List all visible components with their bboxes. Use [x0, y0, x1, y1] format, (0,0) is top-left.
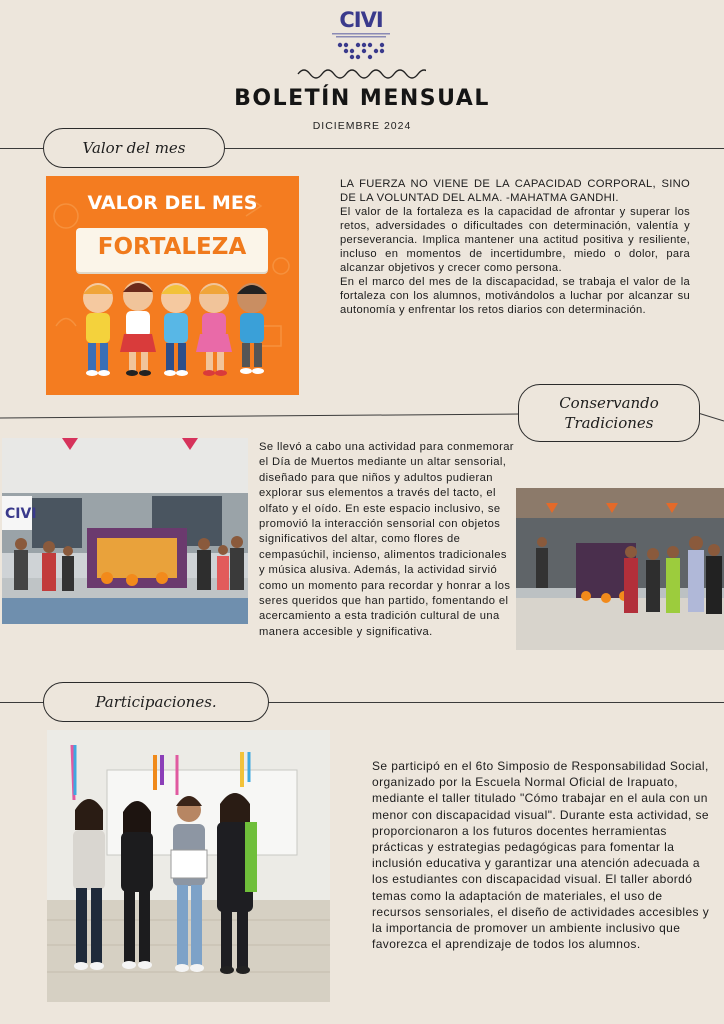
- altar-photo-1: [2, 438, 248, 624]
- altar-scene-2: [516, 488, 724, 650]
- valor-image-title: VALOR DEL MES: [87, 192, 258, 214]
- section-label-text: Valor del mes: [82, 138, 186, 157]
- valor-quote: LA FUERZA NO VIENE DE LA CAPACIDAD CORPORAL, SINO DE LA VOLUNTAD DEL ALMA. -MAHATMA GANDHI.: [340, 178, 690, 204]
- logo: CIVI: [339, 8, 383, 32]
- workshop-group-scene: [47, 730, 330, 1002]
- participaciones-text: Se participó en el 6to Simposio de Responsabilidad Social, organizado por la Escuela Normal Oficial de Irapuato, mediante el taller titulado "Cómo trabajar en el aula con un menor con discapacidad visual". Durante esta actividad, se proporcionaron a los futuros docentes herramientas prácticas y estrategias pedagógicas para fomentar la inclusión educativa y garantizar una atención adecuada a los estudiantes con discapacidad visual. El taller abordó temas como la adaptación de materiales, el uso de recursos sensoriales, el diseño de actividades accesibles y la importancia de promover un ambiente inclusivo que favorezca el aprendizaje de todos los alumnos.: [372, 759, 710, 952]
- section-label-valor: [43, 128, 225, 168]
- valor-paragraph-2: En el marco del mes de la discapacidad, se trabaja el valor de la fortaleza con los alumnos, motivándolos a luchar por alcanzar su autonomía y enfrentar los retos diarios con determinación.: [340, 276, 690, 316]
- valor-image-banner-text: FORTALEZA: [97, 234, 247, 260]
- section-label-text-line1: Conservando: [559, 393, 659, 412]
- participaciones-photo: [47, 730, 330, 1002]
- tradiciones-text: Se llevó a cabo una actividad para conmemorar el Día de Muertos mediante un altar sensorial, diseñado para que niños y adultos pudieran explorar sus elementos a través del tacto, el olfato y el oído. En este espacio inclusivo, se promovió la interacción sensorial con objetos significativos del altar, como flores de cempasúchil, incienso, alimentos tradicionales y música alusiva. Además, la actividad sirvió como un momento para recordar y honrar a los seres queridos que han partido, fomentando el acercamiento a esta tradición cultural de una manera accesible y significativa.: [259, 441, 514, 638]
- section-label-text: Participaciones.: [95, 692, 217, 711]
- altar-photo-2: [516, 488, 724, 650]
- section-label-tradiciones: [518, 384, 700, 442]
- children-illustration: [66, 276, 281, 391]
- altar-scene-1: [2, 438, 248, 624]
- section-label-text-line2: Tradiciones: [564, 414, 654, 432]
- section-label-participaciones: [43, 682, 269, 722]
- valor-paragraph-1: El valor de la fortaleza es la capacidad de afrontar y superar los retos, adversidades o dificultades con determinación, valentía y perseverancia. Implica mantener una actitud positiva y resiliente, incluso en momentos de incertidumbre, miedo o dolor, para alcanzar objetivos y crecer como persona.: [340, 206, 690, 274]
- valor-del-mes-image: [46, 176, 299, 395]
- valor-text-block: [340, 177, 690, 317]
- newsletter-date: DICIEMBRE 2024: [312, 120, 412, 132]
- braille-dots-icon: [334, 41, 390, 61]
- newsletter-title: BOLETÍN MENSUAL: [234, 86, 490, 111]
- civi-sign-text: CIVI: [5, 506, 37, 522]
- logo-tagline-graphic: [326, 32, 396, 40]
- wave-divider: [296, 66, 426, 80]
